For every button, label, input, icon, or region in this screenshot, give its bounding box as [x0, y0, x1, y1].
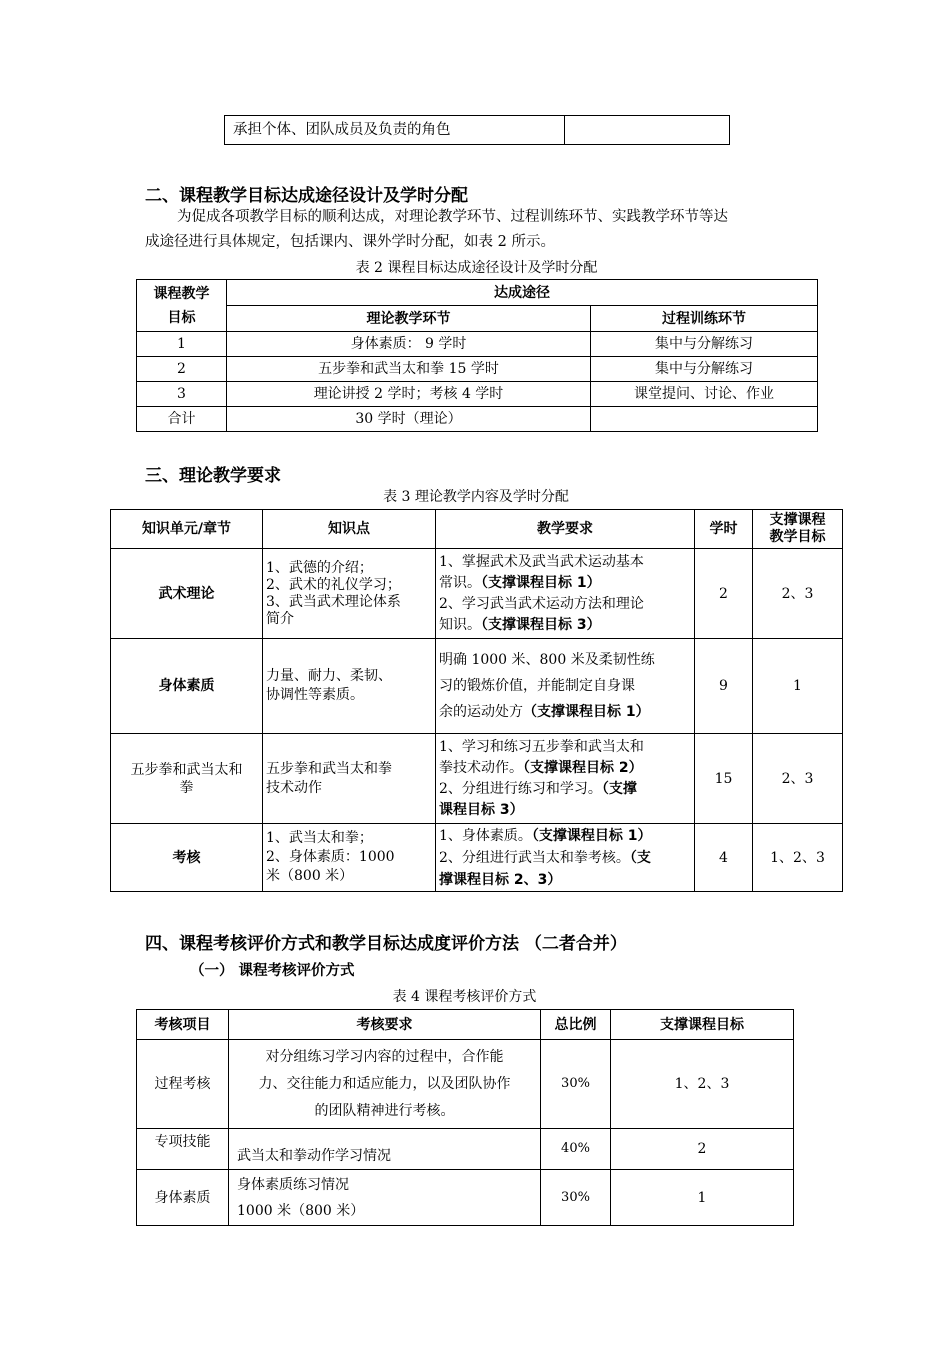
- table-row: [137, 407, 818, 432]
- table-row: [137, 382, 818, 407]
- table2-header-path: 达成途径: [227, 280, 818, 306]
- table3-header-goal: [753, 510, 843, 549]
- table3-req: [436, 549, 695, 639]
- table3-req-support: （支撑课程目标 3）: [481, 616, 601, 633]
- table4-header-ratio: 总比例: [541, 1010, 611, 1040]
- table3-req-support: （支撑课程目标 1）: [523, 704, 650, 720]
- table4-item: 身体素质: [137, 1170, 229, 1226]
- table2: [136, 279, 818, 432]
- table4-req: [229, 1040, 541, 1129]
- table-row: [137, 1170, 794, 1226]
- table2-header-goal: [137, 280, 227, 332]
- table3-unit: [111, 734, 263, 824]
- table3-point-line: 五步拳和武当太和拳: [266, 760, 392, 777]
- table3-hours: 9: [695, 639, 753, 734]
- table3-points: [263, 734, 436, 824]
- table-row: [137, 1040, 794, 1129]
- table4-item: 过程考核: [137, 1040, 229, 1129]
- table3-unit: 武术理论: [111, 549, 263, 639]
- table3-req-line: 1、身体素质。: [439, 827, 532, 844]
- section4-heading: 四、课程考核评价方式和教学目标达成度评价方法 （二者合并）: [145, 934, 627, 954]
- table4-caption: 表 4 课程考核评价方式: [392, 989, 537, 1005]
- table3-req-line: 明确 1000 米、800 米及柔韧性练: [439, 652, 655, 668]
- table2-goal: 合计: [137, 407, 227, 432]
- table3-req-support: 课程目标 3）: [439, 801, 524, 818]
- table2-header-goal-1: 课程教学: [153, 285, 210, 302]
- table3-header-goal-2: 教学目标: [769, 529, 826, 545]
- table3-hours: 15: [695, 734, 753, 824]
- table3-points: [263, 639, 436, 734]
- table4-header-goal: 支撑课程目标: [611, 1010, 794, 1040]
- table3-header-goal-1: 支撑课程: [769, 512, 826, 528]
- table4-item: 专项技能: [137, 1129, 229, 1170]
- table4-req-line: 对分组练习学习内容的过程中，合作能: [265, 1048, 504, 1065]
- table3-goal: 2、3: [753, 549, 843, 639]
- table3-caption: 表 3 理论教学内容及学时分配: [383, 489, 569, 505]
- table4-ratio: 30%: [541, 1040, 611, 1129]
- table-row: [137, 1129, 794, 1170]
- table3-req-line: 常识。: [439, 574, 481, 591]
- table4-header-item: 考核项目: [137, 1010, 229, 1040]
- section2-para-line2: 成途径进行具体规定，包括课内、课外学时分配，如表 2 所示。: [145, 234, 555, 250]
- table3-header-req: 教学要求: [436, 510, 695, 549]
- table3-req-line: 余的运动处方: [439, 704, 523, 720]
- table4-header-req: 考核要求: [229, 1010, 541, 1040]
- table3-req-line: 拳技术动作。: [439, 759, 523, 776]
- table2-theory: 身体素质： 9 学时: [227, 332, 591, 357]
- table4-req-line: 的团队精神进行考核。: [314, 1102, 455, 1119]
- table4-req-line: 力、交往能力和适应能力，以及团队协作: [258, 1075, 511, 1092]
- table2-process: 集中与分解练习: [591, 332, 818, 357]
- table2-theory: 五步拳和武当太和拳 15 学时: [227, 357, 591, 382]
- table-row: [137, 357, 818, 382]
- table3-unit: 身体素质: [111, 639, 263, 734]
- table4-req: [229, 1129, 541, 1170]
- table2-theory: 30 学时（理论）: [227, 407, 591, 432]
- table4-req-line: 武当太和拳动作学习情况: [237, 1148, 391, 1164]
- table3-unit: 考核: [111, 824, 263, 892]
- table3-points: [263, 824, 436, 892]
- table3-point-line: 3、武当武术理论体系: [266, 593, 401, 610]
- table2-theory: 理论讲授 2 学时；考核 4 学时: [227, 382, 591, 407]
- table2-process: 集中与分解练习: [591, 357, 818, 382]
- table-row: [111, 824, 843, 892]
- table3-req-line: 2、分组进行武当太和拳考核。: [439, 849, 630, 866]
- table3-req-support: （支撑课程目标 1）: [531, 827, 652, 844]
- table4-goal: 1、2、3: [611, 1040, 794, 1129]
- table4-goal: 2: [611, 1129, 794, 1170]
- table4-ratio: 30%: [541, 1170, 611, 1226]
- table3-point-line: 1、武德的介绍；: [266, 559, 373, 576]
- table3: [110, 509, 843, 892]
- table3-point-line: 米（800 米）: [266, 868, 354, 884]
- table3-hours: 4: [695, 824, 753, 892]
- top-table-cell-empty: [565, 116, 730, 145]
- table4-req: [229, 1170, 541, 1226]
- table3-unit-line: 五步拳和武当太和: [130, 761, 243, 778]
- table2-goal: 2: [137, 357, 227, 382]
- table3-req: [436, 734, 695, 824]
- section2-heading: 二、课程教学目标达成途径设计及学时分配: [145, 186, 468, 206]
- table3-req: [436, 639, 695, 734]
- table3-req: [436, 824, 695, 892]
- table3-header-hours: 学时: [695, 510, 753, 549]
- table3-goal: 1、2、3: [753, 824, 843, 892]
- table3-req-line: 1、掌握武术及武当武术运动基本: [439, 553, 644, 570]
- table3-goal: 2、3: [753, 734, 843, 824]
- section3-heading: 三、理论教学要求: [145, 466, 281, 486]
- table3-req-support: （支: [629, 849, 651, 866]
- table-row: [137, 332, 818, 357]
- table-row: [111, 639, 843, 734]
- table3-header-point: 知识点: [263, 510, 436, 549]
- table2-process: [591, 407, 818, 432]
- table3-point-line: 2、身体素质：1000: [266, 849, 395, 865]
- table3-point-line: 协调性等素质。: [266, 687, 364, 703]
- table3-req-line: 1、学习和练习五步拳和武当太和: [439, 738, 644, 755]
- table3-req-support: （支撑: [601, 780, 637, 797]
- table3-req-support: 撑课程目标 2、3）: [439, 871, 562, 888]
- table3-unit-line: 拳: [179, 779, 194, 796]
- section2-paragraph: [145, 205, 825, 255]
- table4-goal: 1: [611, 1170, 794, 1226]
- table3-req-support: （支撑课程目标 1）: [481, 574, 601, 591]
- table3-points: [263, 549, 436, 639]
- table3-point-line: 力量、耐力、柔韧、: [266, 668, 392, 684]
- table2-header-theory: 理论教学环节: [227, 306, 591, 332]
- table3-req-line: 知识。: [439, 616, 481, 633]
- table4-ratio: 40%: [541, 1129, 611, 1170]
- table4-req-line: 身体素质练习情况: [237, 1176, 349, 1193]
- table-row: [111, 734, 843, 824]
- table2-header-process: 过程训练环节: [591, 306, 818, 332]
- table3-req-line: 2、分组进行练习和学习。: [439, 780, 602, 797]
- table2-goal: 3: [137, 382, 227, 407]
- table3-point-line: 2、武术的礼仪学习；: [266, 576, 401, 593]
- table3-goal: 1: [753, 639, 843, 734]
- section4-subheading: （一） 课程考核评价方式: [190, 963, 355, 979]
- table2-process: 课堂提问、讨论、作业: [591, 382, 818, 407]
- table3-point-line: 1、武当太和拳；: [266, 830, 373, 846]
- top-table: [224, 115, 730, 145]
- table3-hours: 2: [695, 549, 753, 639]
- table4-req-line: 1000 米（800 米）: [237, 1202, 365, 1219]
- top-table-cell-role: 承担个体、团队成员及负责的角色: [225, 116, 565, 145]
- table3-header-unit: 知识单元/章节: [111, 510, 263, 549]
- table3-point-line: 技术动作: [266, 779, 322, 796]
- table3-req-support: （支撑课程目标 2）: [523, 759, 643, 776]
- table-row: [111, 549, 843, 639]
- section2-para-line1: 为促成各项教学目标的顺利达成，对理论教学环节、过程训练环节、实践教学环节等达: [177, 209, 728, 225]
- table3-req-line: 2、学习武当武术运动方法和理论: [439, 595, 644, 612]
- table2-goal: 1: [137, 332, 227, 357]
- table2-caption: 表 2 课程目标达成途径设计及学时分配: [355, 260, 598, 276]
- table3-point-line: 简介: [266, 610, 294, 627]
- table3-req-line: 习的锻炼价值，并能制定自身课: [439, 678, 635, 694]
- table2-header-goal-2: 目标: [167, 309, 196, 326]
- table4: [136, 1009, 794, 1226]
